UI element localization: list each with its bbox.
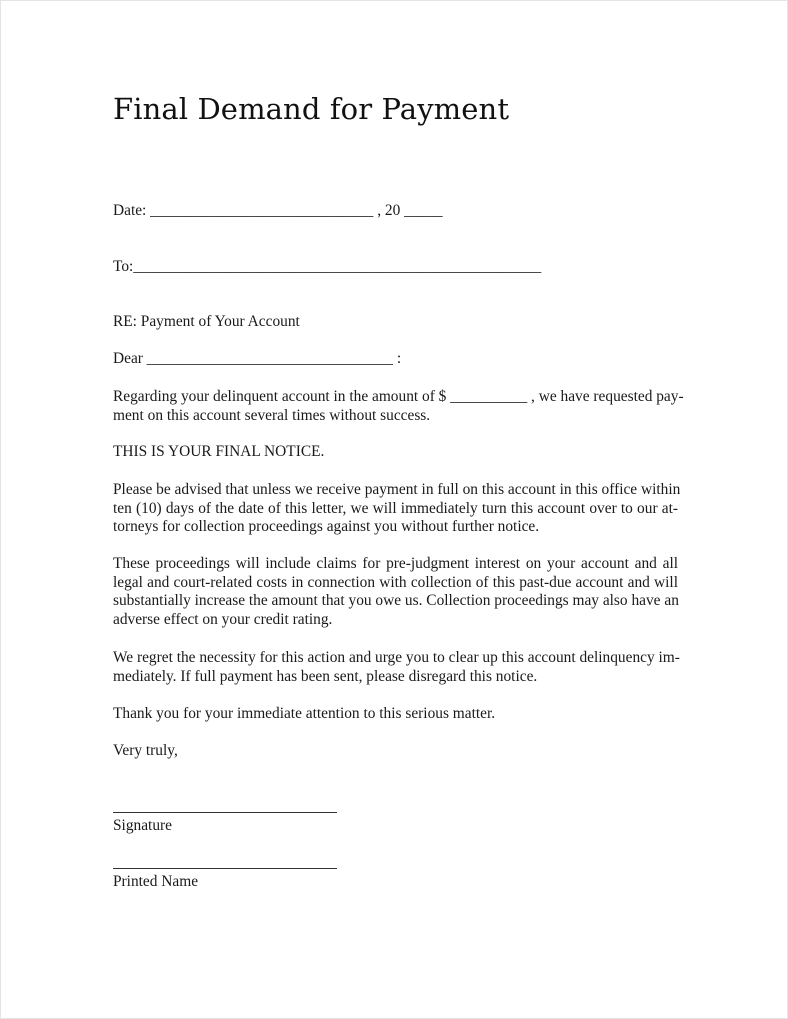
- paragraph-line: We regret the necessity for this action and urge you to clear up this account delinquency im-: [113, 649, 680, 666]
- date-line: Date: _____________________________ , 20 _____: [113, 202, 443, 219]
- printed-name-rule: [113, 868, 337, 869]
- to-line: To:_____________________________________________________: [113, 258, 542, 275]
- final-notice-line: THIS IS YOUR FINAL NOTICE.: [113, 443, 325, 460]
- paragraph-balance: [113, 388, 684, 425]
- paragraph-line: ment on this account several times without success.: [113, 406, 431, 424]
- page-title: Final Demand for Payment: [113, 92, 510, 126]
- paragraph-line: These proceedings will include claims for pre-judgment interest on your account and all: [113, 555, 678, 572]
- signature-label: Signature: [113, 817, 172, 834]
- re-line: RE: Payment of Your Account: [113, 313, 300, 330]
- printed-name-label: Printed Name: [113, 873, 199, 890]
- paragraph-line: adverse effect on your credit rating.: [113, 610, 333, 628]
- salutation-line: Dear ________________________________ :: [113, 350, 402, 367]
- paragraph-line: Regarding your delinquent account in the amount of $ __________ , we have requested pay-: [113, 388, 684, 405]
- paragraph-advisory: [113, 481, 681, 537]
- paragraph-line: legal and court-related costs in connection with collection of this past-due account and will: [113, 573, 678, 591]
- signature-rule: [113, 812, 337, 813]
- closing-line: Very truly,: [113, 742, 178, 759]
- paragraph-line: Please be advised that unless we receive payment in full on this account in this office within: [113, 481, 681, 498]
- paragraph-regret: [113, 649, 678, 686]
- paragraph-proceedings: [113, 555, 678, 629]
- paragraph-line: torneys for collection proceedings against you without further notice.: [113, 518, 540, 536]
- paragraph-line: substantially increase the amount that you owe us. Collection proceedings may also have an: [113, 592, 679, 610]
- thanks-line: Thank you for your immediate attention to this serious matter.: [113, 705, 496, 722]
- paragraph-line: mediately. If full payment has been sent, please disregard this notice.: [113, 667, 538, 685]
- paragraph-line: ten (10) days of the date of this letter, we will immediately turn this account over to our at-: [113, 499, 678, 517]
